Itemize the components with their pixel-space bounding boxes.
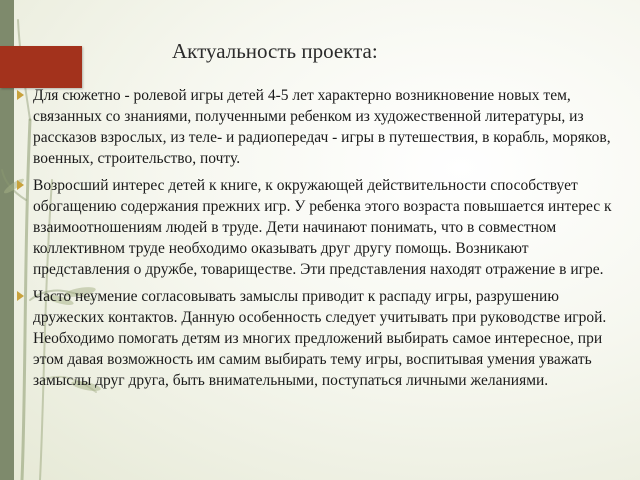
list-item [16, 286, 622, 391]
slide-title: Актуальность проекта: [172, 39, 378, 63]
paragraph-text: Часто неумение согласовывать замыслы приводит к распаду игры, разрушению дружеских контактов. Данную особенность следует учитывать при руководстве игрой. Необходимо помогать детям из многих предложений выбирать самое интересное, при этом давая возможность им самим выбирать тему игры, воспитывая умения уважать замыслы друг друга, быть внимательными, поступаться личными желаниями. [33, 288, 607, 389]
paragraph-text: Возросший интерес детей к книге, к окружающей действительности способствует обогащению содержания прежних игр. У ребенка этого возраста повышается интерес к взаимоотношениям людей в труде. Дети начинают понимать, что в совместном коллективном труде необходимо оказывать друг другу помощь. Возникают представления о дружбе, товариществе. Эти представления находят отражение в игре. [33, 177, 612, 278]
bullet-arrow-icon [17, 90, 24, 100]
bullet-arrow-icon [17, 180, 24, 190]
list-item [16, 85, 622, 169]
content-list [16, 85, 622, 397]
list-item [16, 175, 622, 280]
bullet-arrow-icon [17, 291, 24, 301]
paragraph-text: Для сюжетно - ролевой игры детей 4-5 лет характерно возникновение новых тем, связанных со знаниями, полученными ребенком из художественной литературы, из рассказов взрослых, из теле- и радиопередач - игры в путешествия, в корабль, моряков, военных, строительство, почту. [33, 87, 611, 167]
title-accent-band [0, 46, 82, 88]
